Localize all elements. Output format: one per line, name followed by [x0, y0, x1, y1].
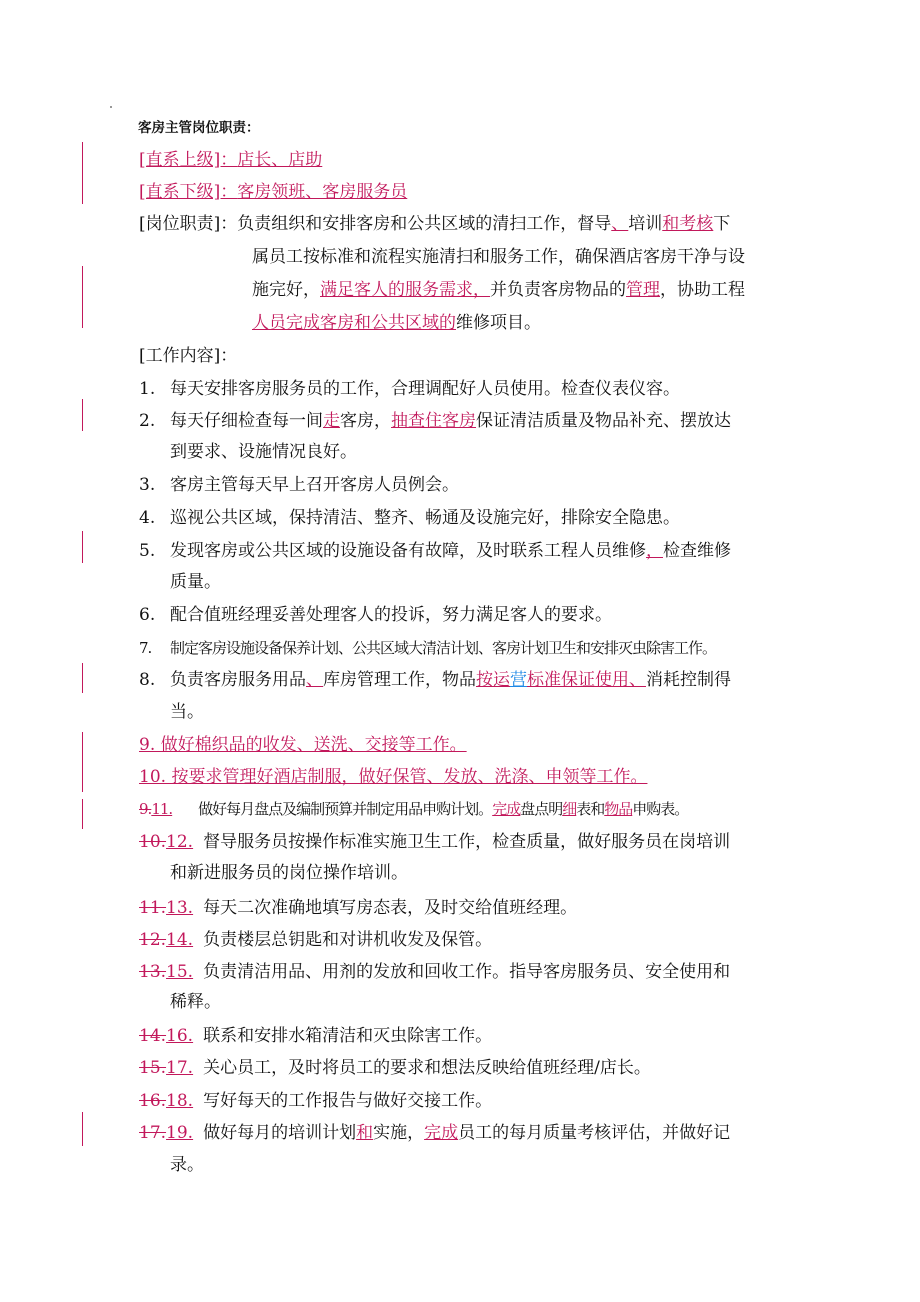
- deleted-number: 11.: [139, 898, 167, 918]
- item-number: 5.: [139, 541, 156, 561]
- insertion: 走: [323, 411, 340, 431]
- item-text: 负责客房服务用品: [170, 670, 306, 690]
- item-text: 检查维修: [663, 541, 731, 561]
- work-item-15-cont: 稀释。: [170, 992, 221, 1012]
- item-text: 申购表。: [632, 800, 689, 818]
- change-bar: [82, 1112, 83, 1146]
- inserted-number: 19.: [166, 1123, 194, 1143]
- change-bar: [82, 142, 83, 204]
- deleted-number: 13.: [139, 962, 167, 982]
- duty-text: 维修项目。: [456, 313, 541, 333]
- insertion: 物品: [604, 800, 633, 818]
- item-text: 负责楼层总钥匙和对讲机收发及保管。: [203, 930, 493, 950]
- item-text: 督导服务员按操作标准实施卫生工作，检查质量，做好服务员在岗培训: [203, 832, 731, 852]
- margin-mark: [110, 106, 112, 108]
- item-text: 表和: [576, 800, 605, 818]
- inserted-number: 11.: [151, 800, 173, 818]
- duty-text: 培训: [628, 214, 663, 234]
- insertion: 标准保证使用、: [527, 670, 646, 690]
- inserted-number: 13.: [166, 898, 194, 918]
- item-text: 客房主管每天早上召开客房人员例会。: [170, 475, 459, 495]
- item-number: 4.: [139, 508, 156, 528]
- item-text: 制定客房设施设备保养计划、公共区域大清洁计划、客房计划卫生和安排灭虫除害工作。: [170, 639, 717, 657]
- item-text: 每天仔细检查每一间: [170, 411, 323, 431]
- item-number: 6.: [139, 605, 156, 625]
- insertion: 、: [306, 670, 323, 690]
- work-item-11: [139, 797, 688, 821]
- duty-text: 施完好，: [252, 280, 320, 300]
- duty-line-3: [252, 278, 745, 302]
- insertion: 细: [562, 800, 577, 818]
- change-bar: [82, 399, 83, 431]
- item-text: 关心员工，及时将员工的要求和想法反映给值班经理/店长。: [203, 1058, 651, 1078]
- deleted-number: 15.: [139, 1058, 167, 1078]
- work-item-19-cont: 录。: [170, 1155, 204, 1175]
- item-text: 盘点明: [520, 800, 563, 818]
- item-text: 配合值班经理妥善处理客人的投诉，努力满足客人的要求。: [170, 605, 612, 625]
- work-item-14: [139, 928, 492, 952]
- duty-text: ，协助工程: [660, 280, 745, 300]
- work-item-12: [139, 830, 730, 854]
- change-bar: [82, 799, 83, 829]
- work-item-8: [139, 668, 731, 692]
- superior-line: [139, 148, 322, 172]
- item-text: 保证清洁质量及物品补充、摆放达: [476, 411, 731, 431]
- item-text: 巡视公共区域，保持清洁、整齐、畅通及设施完好，排除安全隐患。: [170, 508, 680, 528]
- deleted-number: 12.: [139, 930, 167, 950]
- work-item-13: [139, 896, 577, 920]
- item-text: 员工的每月质量考核评估，并做好记: [458, 1123, 731, 1143]
- insertion: 、: [611, 214, 629, 234]
- item-number: 8.: [139, 670, 156, 690]
- deleted-number: 17.: [139, 1123, 167, 1143]
- insertion: 和: [356, 1123, 374, 1143]
- duty-text: 负责组织和安排客房和公共区域的清扫工作，督导: [237, 214, 612, 234]
- inserted-number: 16.: [166, 1026, 194, 1046]
- insertion: 完成: [424, 1123, 459, 1143]
- duty-line-1: [139, 212, 730, 236]
- item-number: 3.: [139, 475, 156, 495]
- subordinate-value: 客房领班、客房服务员: [237, 182, 408, 202]
- work-item-12-cont: 和新进服务员的岗位操作培训。: [170, 863, 408, 883]
- insertion: 完成: [492, 800, 521, 818]
- duty-text: 并负责客房物品的: [490, 280, 626, 300]
- work-item-15: [139, 960, 730, 984]
- work-item-5-cont: 质量。: [170, 572, 221, 592]
- insertion: 和考核: [662, 214, 714, 234]
- item-text: 联系和安排水箱清洁和灭虫除害工作。: [203, 1026, 493, 1046]
- work-item-16: [139, 1024, 492, 1048]
- work-item-4: [139, 506, 680, 530]
- work-item-8-cont: 当。: [170, 702, 204, 722]
- change-bar: [82, 732, 83, 792]
- work-item-6: [139, 603, 612, 627]
- item-text: 消耗控制得: [646, 670, 731, 690]
- work-item-2: [139, 409, 731, 433]
- deleted-number: 14.: [139, 1026, 167, 1046]
- item-number: 1.: [139, 379, 156, 399]
- work-item-7: [139, 636, 716, 660]
- inserted-number: 14.: [166, 930, 194, 950]
- deleted-number: 9.: [139, 800, 152, 818]
- item-text: 库房管理工作，物品: [323, 670, 476, 690]
- duty-line-2: 属员工按标准和流程实施清扫和服务工作，确保酒店客房干净与设: [252, 247, 745, 267]
- duty-text: 下: [713, 214, 731, 234]
- work-item-10: 10. 按要求管理好酒店制服，做好保管、发放、洗涤、申领等工作。: [139, 767, 648, 787]
- insertion: 营: [510, 670, 527, 690]
- subordinate-label: [直系下级]：: [139, 182, 238, 202]
- inserted-number: 15.: [166, 962, 194, 982]
- superior-value: 店长、店助: [237, 150, 323, 170]
- item-number: 2.: [139, 411, 156, 431]
- insertion: 人员完成客房和公共区域的: [252, 313, 456, 333]
- item-text: 每天安排客房服务员的工作，合理调配好人员使用。检查仪表仪容。: [170, 379, 680, 399]
- inserted-number: 12.: [166, 832, 194, 852]
- item-text: 实施，: [373, 1123, 425, 1143]
- deleted-number: 16.: [139, 1091, 167, 1111]
- item-text: 写好每天的工作报告与做好交接工作。: [203, 1091, 493, 1111]
- inserted-number: 17.: [166, 1058, 194, 1078]
- work-item-19: [139, 1121, 730, 1145]
- change-bar: [82, 266, 83, 328]
- item-text: 客房，: [340, 411, 391, 431]
- document-title: 客房主管岗位职责：: [138, 120, 260, 136]
- subordinate-line: [139, 180, 407, 204]
- insertion: 按运: [476, 670, 510, 690]
- change-bar: [82, 531, 83, 563]
- duty-line-4: [252, 311, 541, 335]
- insertion: 满足客人的服务需求，: [320, 280, 490, 300]
- item-text: 做好每月盘点及编制预算并制定用品申购计划。: [198, 800, 493, 818]
- work-item-17: [139, 1056, 651, 1080]
- superior-label: [直系上级]：: [139, 150, 238, 170]
- item-number: 7.: [139, 639, 152, 657]
- work-item-3: [139, 473, 459, 497]
- inserted-number: 18.: [166, 1091, 194, 1111]
- work-item-18: [139, 1089, 492, 1113]
- item-text: 每天二次准确地填写房态表，及时交给值班经理。: [203, 898, 578, 918]
- insertion: 管理: [626, 280, 660, 300]
- change-bar: [82, 663, 83, 693]
- item-text: 发现客房或公共区域的设施设备有故障，及时联系工程人员维修: [170, 541, 646, 561]
- work-item-1: [139, 377, 680, 401]
- item-text: 负责清洁用品、用剂的发放和回收工作。指导客房服务员、安全使用和: [203, 962, 731, 982]
- work-content-label: [工作内容]：: [139, 346, 238, 366]
- work-item-2-cont: 到要求、设施情况良好。: [170, 442, 357, 462]
- work-item-5: [139, 539, 731, 563]
- duty-label: [岗位职责]：: [139, 214, 238, 234]
- item-text: 做好每月的培训计划: [203, 1123, 357, 1143]
- insertion: 抽查住客房: [391, 411, 476, 431]
- deleted-number: 10.: [139, 832, 167, 852]
- insertion: ，: [646, 541, 663, 561]
- work-item-9: 9. 做好棉织品的收发、送洗、交接等工作。: [139, 735, 467, 755]
